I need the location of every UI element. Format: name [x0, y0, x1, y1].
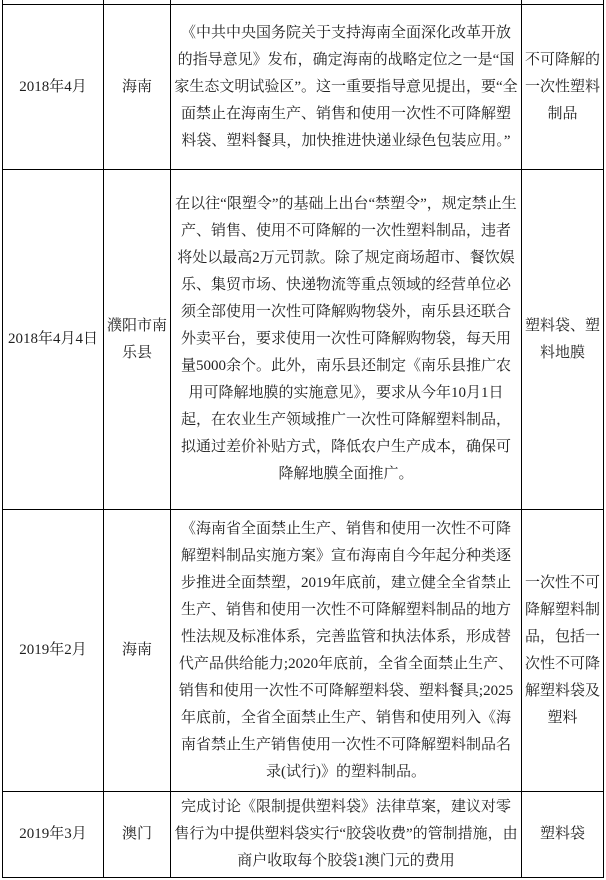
date-cell: 2018年4月4日 — [3, 170, 104, 510]
products-cell: 塑料袋 — [522, 792, 604, 878]
products-cell: 不可降解的一次性塑料制品 — [522, 5, 604, 170]
location-cell: 海南 — [104, 510, 171, 792]
products-cell: 塑料袋、塑料地膜 — [522, 170, 604, 510]
date-cell: 2019年3月 — [3, 792, 104, 878]
plastic-ban-policy-table — [2, 0, 604, 878]
table-row — [3, 5, 604, 170]
description-cell: 《海南省全面禁止生产、销售和使用一次性不可降解塑料制品实施方案》宣布海南自今年起分种类逐步推进全面禁塑，2019年底前，建立健全全省禁止生产、销售和使用一次性不可降解塑料制品的地方性法规及标准体系，完善监管和执法体系，形成替代产品供给能力;2020年底前，全省全面禁止生产、销售和使用一次性不可降解塑料袋、塑料餐具;2025年底前，全省全面禁止生产、销售和使用列入《海南省禁止生产销售使用一次性不可降解塑料制品名录(试行)》的塑料制品。 — [171, 510, 522, 792]
date-cell: 2019年2月 — [3, 510, 104, 792]
products-cell: 一次性不可降解塑料制品，包括一次性不可降解塑料袋及塑料 — [522, 510, 604, 792]
location-cell: 澳门 — [104, 792, 171, 878]
date-cell: 2018年4月 — [3, 5, 104, 170]
table-row — [3, 510, 604, 792]
location-cell: 濮阳市南乐县 — [104, 170, 171, 510]
table-row — [3, 170, 604, 510]
location-cell: 海南 — [104, 5, 171, 170]
description-cell: 《中共中央国务院关于支持海南全面深化改革开放的指导意见》发布，确定海南的战略定位之一是“国家生态文明试验区”。这一重要指导意见提出，要“全面禁止在海南生产、销售和使用一次性不可降解塑料袋、塑料餐具，加快推进快递业绿色包装应用。” — [171, 5, 522, 170]
description-cell: 在以往“限塑令”的基础上出台“禁塑令”，规定禁止生产、销售、使用不可降解的一次性塑料制品，违者将处以最高2万元罚款。除了规定商场超市、餐饮娱乐、集贸市场、快递物流等重点领域的经营单位必须全部使用一次性可降解购物袋外，南乐县还联合外卖平台，要求使用一次性可降解购物袋，每天用量5000余个。此外，南乐县还制定《南乐县推广农用可降解地膜的实施意见》，要求从今年10月1日起，在农业生产领域推广一次性可降解塑料制品，拟通过差价补贴方式，降低农户生产成本，确保可降解地膜全面推广。 — [171, 170, 522, 510]
description-cell: 完成讨论《限制提供塑料袋》法律草案，建议对零售行为中提供塑料袋实行“胶袋收费”的管制措施，由商户收取每个胶袋1澳门元的费用 — [171, 792, 522, 878]
table-row — [3, 792, 604, 878]
